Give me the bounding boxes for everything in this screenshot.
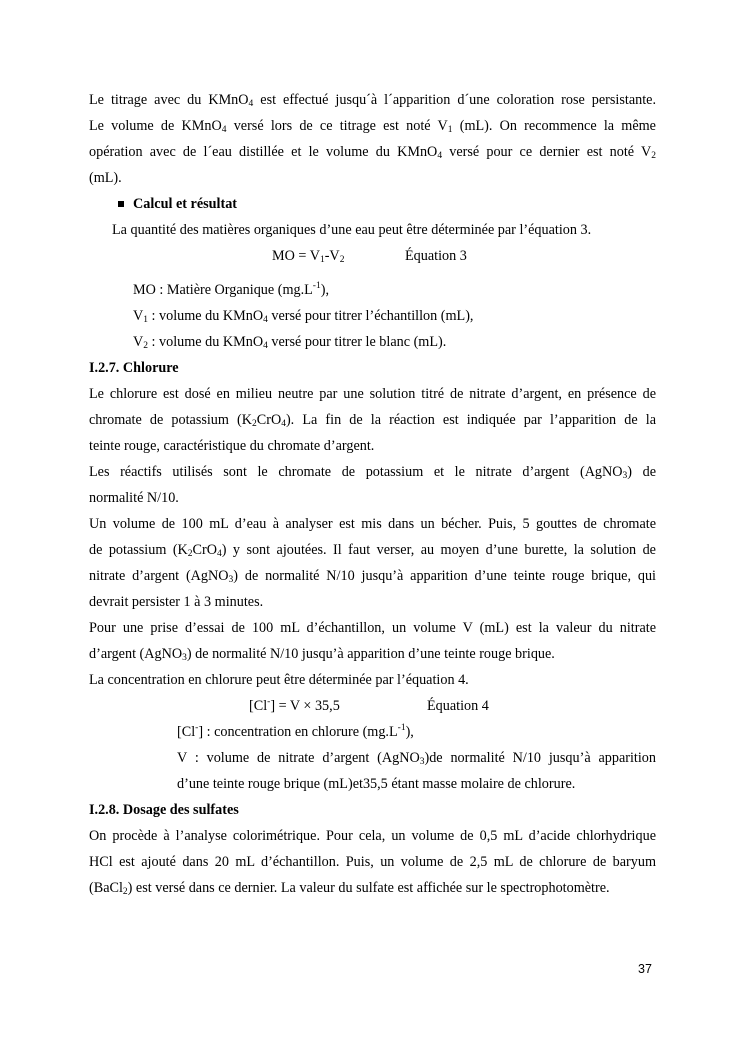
page-number: 37 [638,962,652,976]
text-line: Un volume de 100 mL d’eau à analyser est mis dans un bécher. Puis, 5 gouttes de chromate [89,516,656,532]
text-line: de potassium $(K_2CrO_4)$ y sont ajoutées. Il faut verser, au moyen d’une burette, la solution de [89,542,656,559]
text-line: nitrate d’argent (AgNO$_3$) de normalité N/10 jusqu’à apparition d’une teinte rouge brique, qui [89,568,656,585]
mo-intro: La quantité des matières organiques d’une eau peut être déterminée par l’équation 3. [112,222,592,238]
chlorure-definitions [89,719,656,797]
equation-3-formula: MO = $V_1-V_2$ [272,248,345,265]
v-definition-cont: d’une teinte rouge brique (mL)et35,5 étant masse molaire de chlorure. [177,776,576,792]
equation-4-formula: [Cl-] = V × 35,5 [249,697,340,714]
square-bullet-icon [118,201,124,207]
text-line: devrait persister 1 à 3 minutes. [89,594,264,610]
text-line: teinte rouge, caractéristique du chromate d’argent. [89,438,375,454]
section-heading-chlorure: I.2.7. Chlorure [89,360,179,376]
text-line: Le titrage avec du KMnO$_4$ est effectué jusqu´à l´apparition d´une coloration rose persistante. [89,92,656,109]
text-line: HCl est ajouté dans 20 mL d’échantillon. Puis, un volume de 2,5 mL de chlorure de baryum [89,854,656,870]
equation-3 [89,243,656,269]
v-definition: V : volume de nitrate d’argent (AgNO$_3$)de normalité N/10 jusqu’à apparition [177,750,656,767]
v2-definition: $V_2$ : volume du KMnO$_4$ versé pour titrer le blanc (mL). [133,334,447,351]
text-line: normalité N/10. [89,490,179,506]
text-line: d’argent (AgNO$_3$) de normalité N/10 jusqu’à apparition d’une teinte rouge brique. [89,646,555,663]
bullet-calcul-resultat: Calcul et résultat [89,191,656,217]
equation-4-label: Équation 4 [427,698,489,714]
section-heading-sulfates: I.2.8. Dosage des sulfates [89,802,239,818]
text-line: On procède à l’analyse colorimétrique. Pour cela, un volume de 0,5 mL d’acide chlorhydrique [89,828,656,844]
text-line: Pour une prise d’essai de 100 mL d’échantillon, un volume V (mL) est la valeur du nitrate [89,620,656,636]
page-content [89,87,656,901]
text-line: Le chlorure est dosé en milieu neutre par une solution titré de nitrate d’argent, en présence de [89,386,656,402]
cl-definition: [Cl-] : concentration en chlorure $(mg.L^{-1})$, [177,723,414,740]
text-line: chromate de potassium $(K_2CrO_4)$. La fin de la réaction est indiquée par l’apparition de la [89,412,656,429]
equation-4 [89,693,656,719]
text-line: Le volume de KMnO$_4$ versé lors de ce titrage est noté $V_1$ (mL). On recommence la même [89,118,656,135]
mo-definition: MO : Matière Organique $(mg.L^{-1})$, [133,281,329,298]
text-line: Les réactifs utilisés sont le chromate de potassium et le nitrate d’argent (AgNO$_3$) de [89,464,656,481]
text-line: opération avec de l´eau distillée et le volume du KMnO$_4$ versé pour ce dernier est noté $V_2$ [89,144,656,161]
text-line: La concentration en chlorure peut être déterminée par l’équation 4. [89,672,469,688]
v1-definition: $V_1$ : volume du KMnO$_4$ versé pour titrer l’échantillon (mL), [133,308,474,325]
text-line: (BaCl$_2$) est versé dans ce dernier. La valeur du sulfate est affichée sur le spectrophotomètre. [89,880,610,897]
equation-3-label: Équation 3 [405,248,467,264]
text-line: (mL). [89,170,122,186]
